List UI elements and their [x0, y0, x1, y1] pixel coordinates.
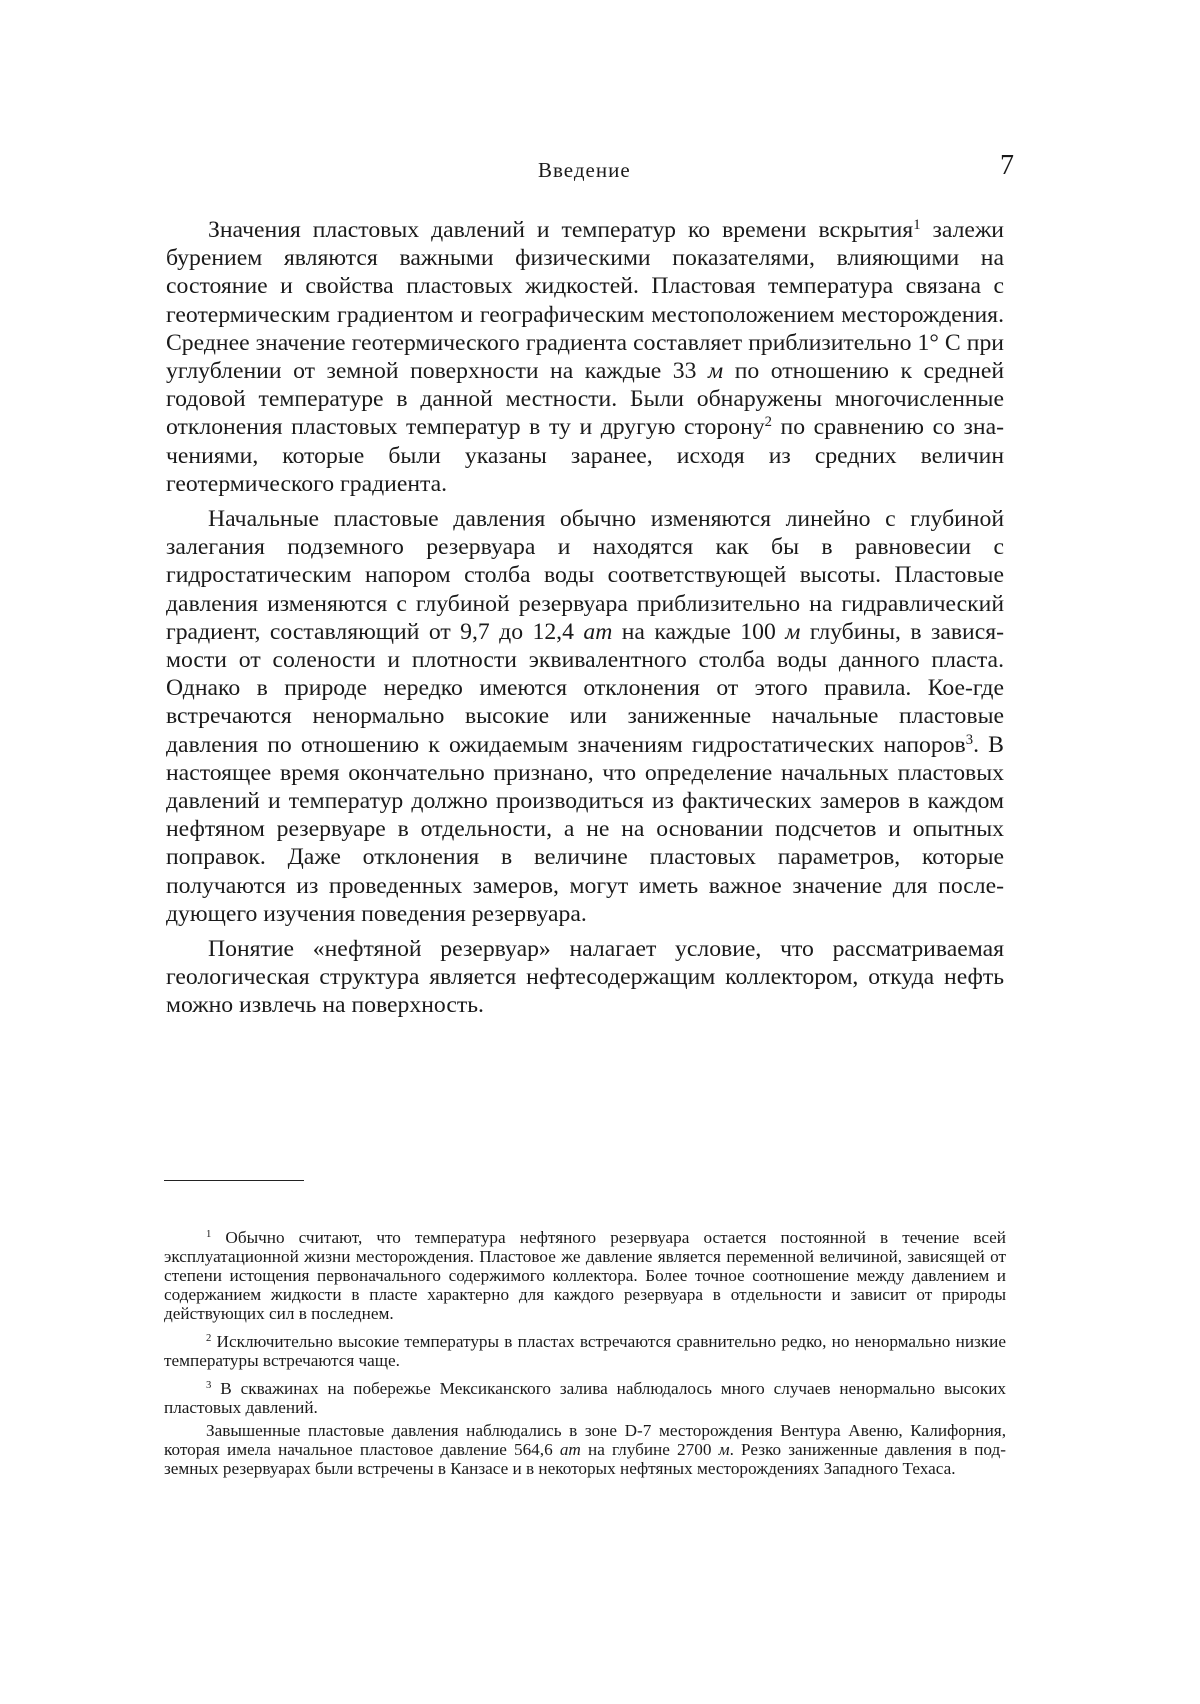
text-run: Значения пластовых давлений и температур ко времени вскрытия	[208, 217, 913, 243]
footnote-marker: 2	[765, 414, 772, 430]
footnote-marker: 1	[206, 1229, 211, 1240]
main-text	[166, 216, 1004, 1020]
footnote	[164, 1332, 1006, 1370]
unit-text: ат	[583, 619, 612, 645]
footnote-marker: 2	[206, 1333, 211, 1344]
text-run: . В настоящее время окончательно признано, что определение начальных пла­стовых давлений и температур должно производиться из факти­ческих замеров в каждом нефтяном резервуаре в отдельности, а не на основании подсчетов и опытных поправок. Даже отклоне­ния в величине пластовых параметров, которые получаются из проведенных замеров, могут иметь важное значение для после­дующего изучения поведения резервуара.	[166, 732, 1004, 927]
text-run: на глубине 2700	[581, 1440, 719, 1459]
text-run: на каждые 100	[612, 619, 785, 645]
text-run: залежи бурением являются важными физическими по­казателями, влияющими на состояние и свойства пластовых жидкостей. Пластовая температура связана с геотермическим градиентом и географическим местоположением месторождения. Среднее значение геотермического градиента составляет прибли­зительно 1° С при углублении от земной поверхности на каждые 33	[166, 217, 1004, 384]
text-run: Завышенные пластовые давления наблюдались в зоне D-7 месторожде­ния Вентура Авеню, Калифорния, которая имела начальное пластовое давление 564,6	[164, 1421, 1006, 1459]
paragraph	[166, 216, 1004, 498]
text-run: . Резко заниженные давления в под­земных резервуарах были встречены в Канзасе и в некоторых нефтяных месторождениях Западного Техаса.	[164, 1440, 1006, 1478]
footnote-marker: 3	[206, 1380, 211, 1391]
running-title: Введение	[538, 158, 631, 183]
footnote-continuation	[164, 1421, 1006, 1478]
text-run: Обычно считают, что температура нефтяного резервуара остается постоянной в течение всей эксплуатационной жизни месторождения. Пласто­вое же давление является переменной величиной, зависящей от степени истощения первоначального содержимого коллектора. Более точное соотно­шение между давлением и содержанием жидкости в пласте характерно для каждого резервуара в отдельности и зависит от природы действующих сил в последнем.	[164, 1228, 1006, 1323]
text-run: Понятие «нефтяной резервуар» налагает условие, что рас­сматриваемая геологическая структура является нефтесодержа­щим коллектором, откуда нефть можно извлечь на поверхность.	[166, 936, 1004, 1018]
text-run: по отношению к средней годовой температуре в данной местности. Были обнаружены многочисленные отклонения пла­стовых температур в ту и другую сторону	[166, 358, 1004, 440]
footnote-marker: 1	[913, 217, 920, 233]
paragraph	[166, 505, 1004, 928]
unit-text: м	[708, 358, 723, 384]
text-run: Начальные пластовые давления обычно изменяются линейно с глубиной залегания подземного резервуара и находятся как бы в равновесии с гидростатическим напором столба воды соответ­ствующей высоты. Пластовые давления изменяются с глубиной резервуара приблизительно на гидравлический градиент, состав­ляющий от 9,7 до 12,4	[166, 506, 1004, 645]
unit-text: м	[719, 1440, 730, 1459]
footnote	[164, 1379, 1006, 1417]
text-run: Исключительно высокие температуры в пластах встречаются сравни­тельно редко, но ненормально низкие температуры встречаются чаще.	[164, 1332, 1006, 1370]
footnote	[164, 1228, 1006, 1323]
footnote-separator	[164, 1180, 304, 1181]
unit-text: м	[785, 619, 800, 645]
footnotes	[164, 1228, 1006, 1487]
paragraph	[166, 935, 1004, 1020]
footnote-marker: 3	[966, 732, 973, 748]
text-run: глубины, в завися­мости от солености и плотности эквивалентного столба воды дан­ного пласта. Однако в природе нередко имеются отклонения от этого правила. Кое-где встречаются ненормально высокие или заниженные начальные пластовые давления по отношению к ожи­даемым значениям гидростатических напоров	[166, 619, 1004, 758]
book-page	[0, 0, 1200, 1704]
page-number: 7	[1000, 150, 1014, 182]
text-run: В скважинах на побережье Мексиканского залива наблюдалось много случаев ненормально высоких пластовых давлений.	[164, 1379, 1006, 1417]
text-run: по сравнению со зна­чениями, которые были указаны заранее, исходя из средних ве­личин геотермического градиента.	[166, 414, 1004, 496]
unit-text: ат	[560, 1440, 581, 1459]
